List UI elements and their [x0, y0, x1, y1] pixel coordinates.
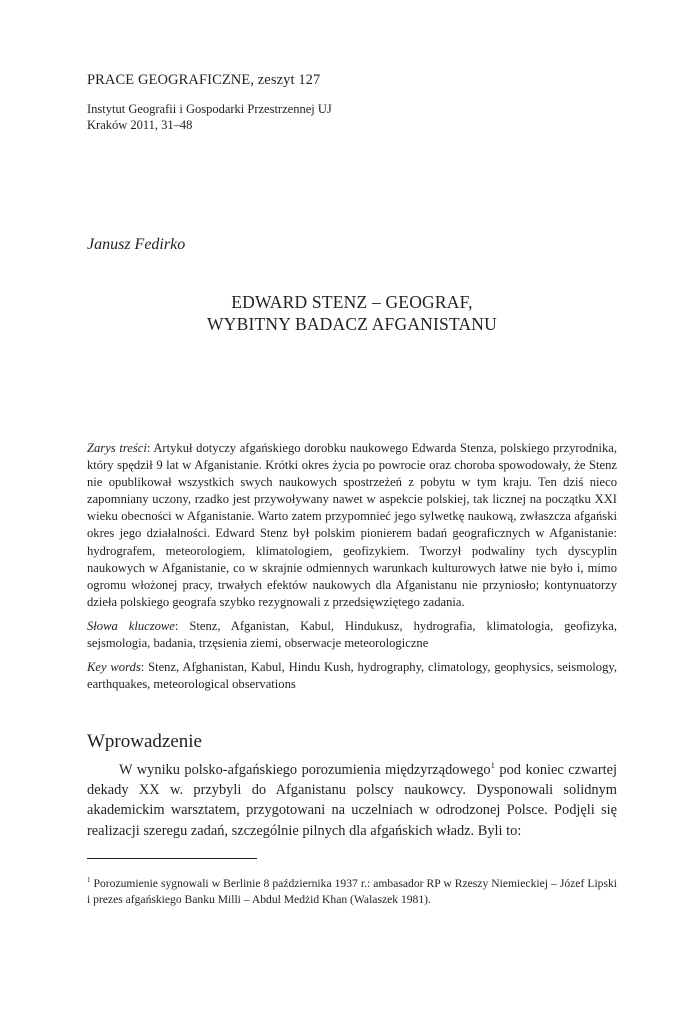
title-line-1: EDWARD STENZ – GEOGRAF,	[231, 292, 473, 312]
section-heading: Wprowadzenie	[87, 731, 202, 752]
footnote-number: 1	[87, 876, 91, 885]
footnote	[87, 876, 617, 908]
footnote-reference[interactable]: 1	[490, 760, 495, 771]
abstract-block	[87, 440, 617, 700]
institute-name: Instytut Geografii i Gospodarki Przestrzennej UJ	[87, 102, 332, 116]
author-name: Janusz Fedirko	[87, 236, 186, 253]
keywords-en-paragraph	[87, 659, 617, 693]
affiliation-block	[87, 101, 332, 133]
footnote-text: Porozumienie sygnowali w Berlinie 8 października 1937 r.: ambasador RP w Rzeszy Niemieckiej – Józef Lipski i prezes afgańskiego Banku Milli – Abdul Medżid Khan (Walaszek 1981).	[87, 877, 617, 906]
intro-text-rest: pod koniec czwartej dekady XX w. przybyli do Afganistanu polscy naukowcy. Dysponowali solidnym akademickim warsztatem, przygotowani na uczelniach w odrodzonej Polsce. Podjęli się realizacji szeregu zadań, szczególnie pilnych dla afgańskich władz. Byli to:	[87, 762, 617, 839]
abstract-paragraph	[87, 440, 617, 611]
abstract-text: : Artykuł dotyczy afgańskiego dorobku naukowego Edwarda Stenza, polskiego przyrodnika, który spędził 9 lat w Afganistanie. Krótki okres życia po powrocie oraz choroba spowodowały, że Stenz nie opublikował wszystkich swych naukowych spostrzeżeń z pobytu w tym kraju. Ten dziś nieco zapomniany uczony, rzadko jest przywoływany nawet w aspekcie polskiej, tak licznej na początku XXI wieku obecności w Afganistanie. Warto zatem przypomnieć jego sylwetkę naukową, zwłaszcza afgański okres jego działalności. Edward Stenz był polskim pionierem badań geograficznych w Afganistanie: hydrografem, meteorologiem, klimatologiem, geofizykiem. Tworzył podwaliny tych dyscyplin naukowych w Afganistanie, co w skrajnie odmiennych warunkach kulturowych łatwe nie było i, mimo ogromu włożonej pracy, trwałych efektów naukowych dla Afganistanu nie przyniosło; kontynuatorzy dzieła polskiego geografa szybko rezygnowali z przedsięwziętego zadania.	[87, 441, 617, 609]
intro-text-start: W wyniku polsko-afgańskiego porozumienia międzyrządowego	[119, 762, 491, 778]
intro-paragraph	[87, 760, 617, 841]
journal-page	[87, 0, 617, 1024]
keywords-pl-text: : Stenz, Afganistan, Kabul, Hindukusz, hydrografia, klimatologia, geofizyka, sejsmologia, badania, trzęsienia ziemi, obserwacje meteorologiczne	[87, 618, 617, 651]
keywords-pl-label: Słowa kluczowe	[87, 618, 175, 633]
abstract-label: Zarys treści	[87, 441, 147, 455]
footnote-divider	[87, 858, 257, 859]
journal-series: PRACE GEOGRAFICZNE, zeszyt 127	[87, 72, 321, 88]
keywords-pl-paragraph	[87, 618, 617, 652]
title-line-2: WYBITNY BADACZ AFGANISTANU	[207, 314, 497, 334]
keywords-en-label: Key words	[87, 660, 141, 675]
keywords-en-text: : Stenz, Afghanistan, Kabul, Hindu Kush, hydrography, climatology, geophysics, seismology, earthquakes, meteorological observations	[87, 660, 618, 692]
place-and-pages: Kraków 2011, 31–48	[87, 118, 193, 132]
intro-body	[87, 760, 617, 841]
article-title	[87, 291, 617, 335]
